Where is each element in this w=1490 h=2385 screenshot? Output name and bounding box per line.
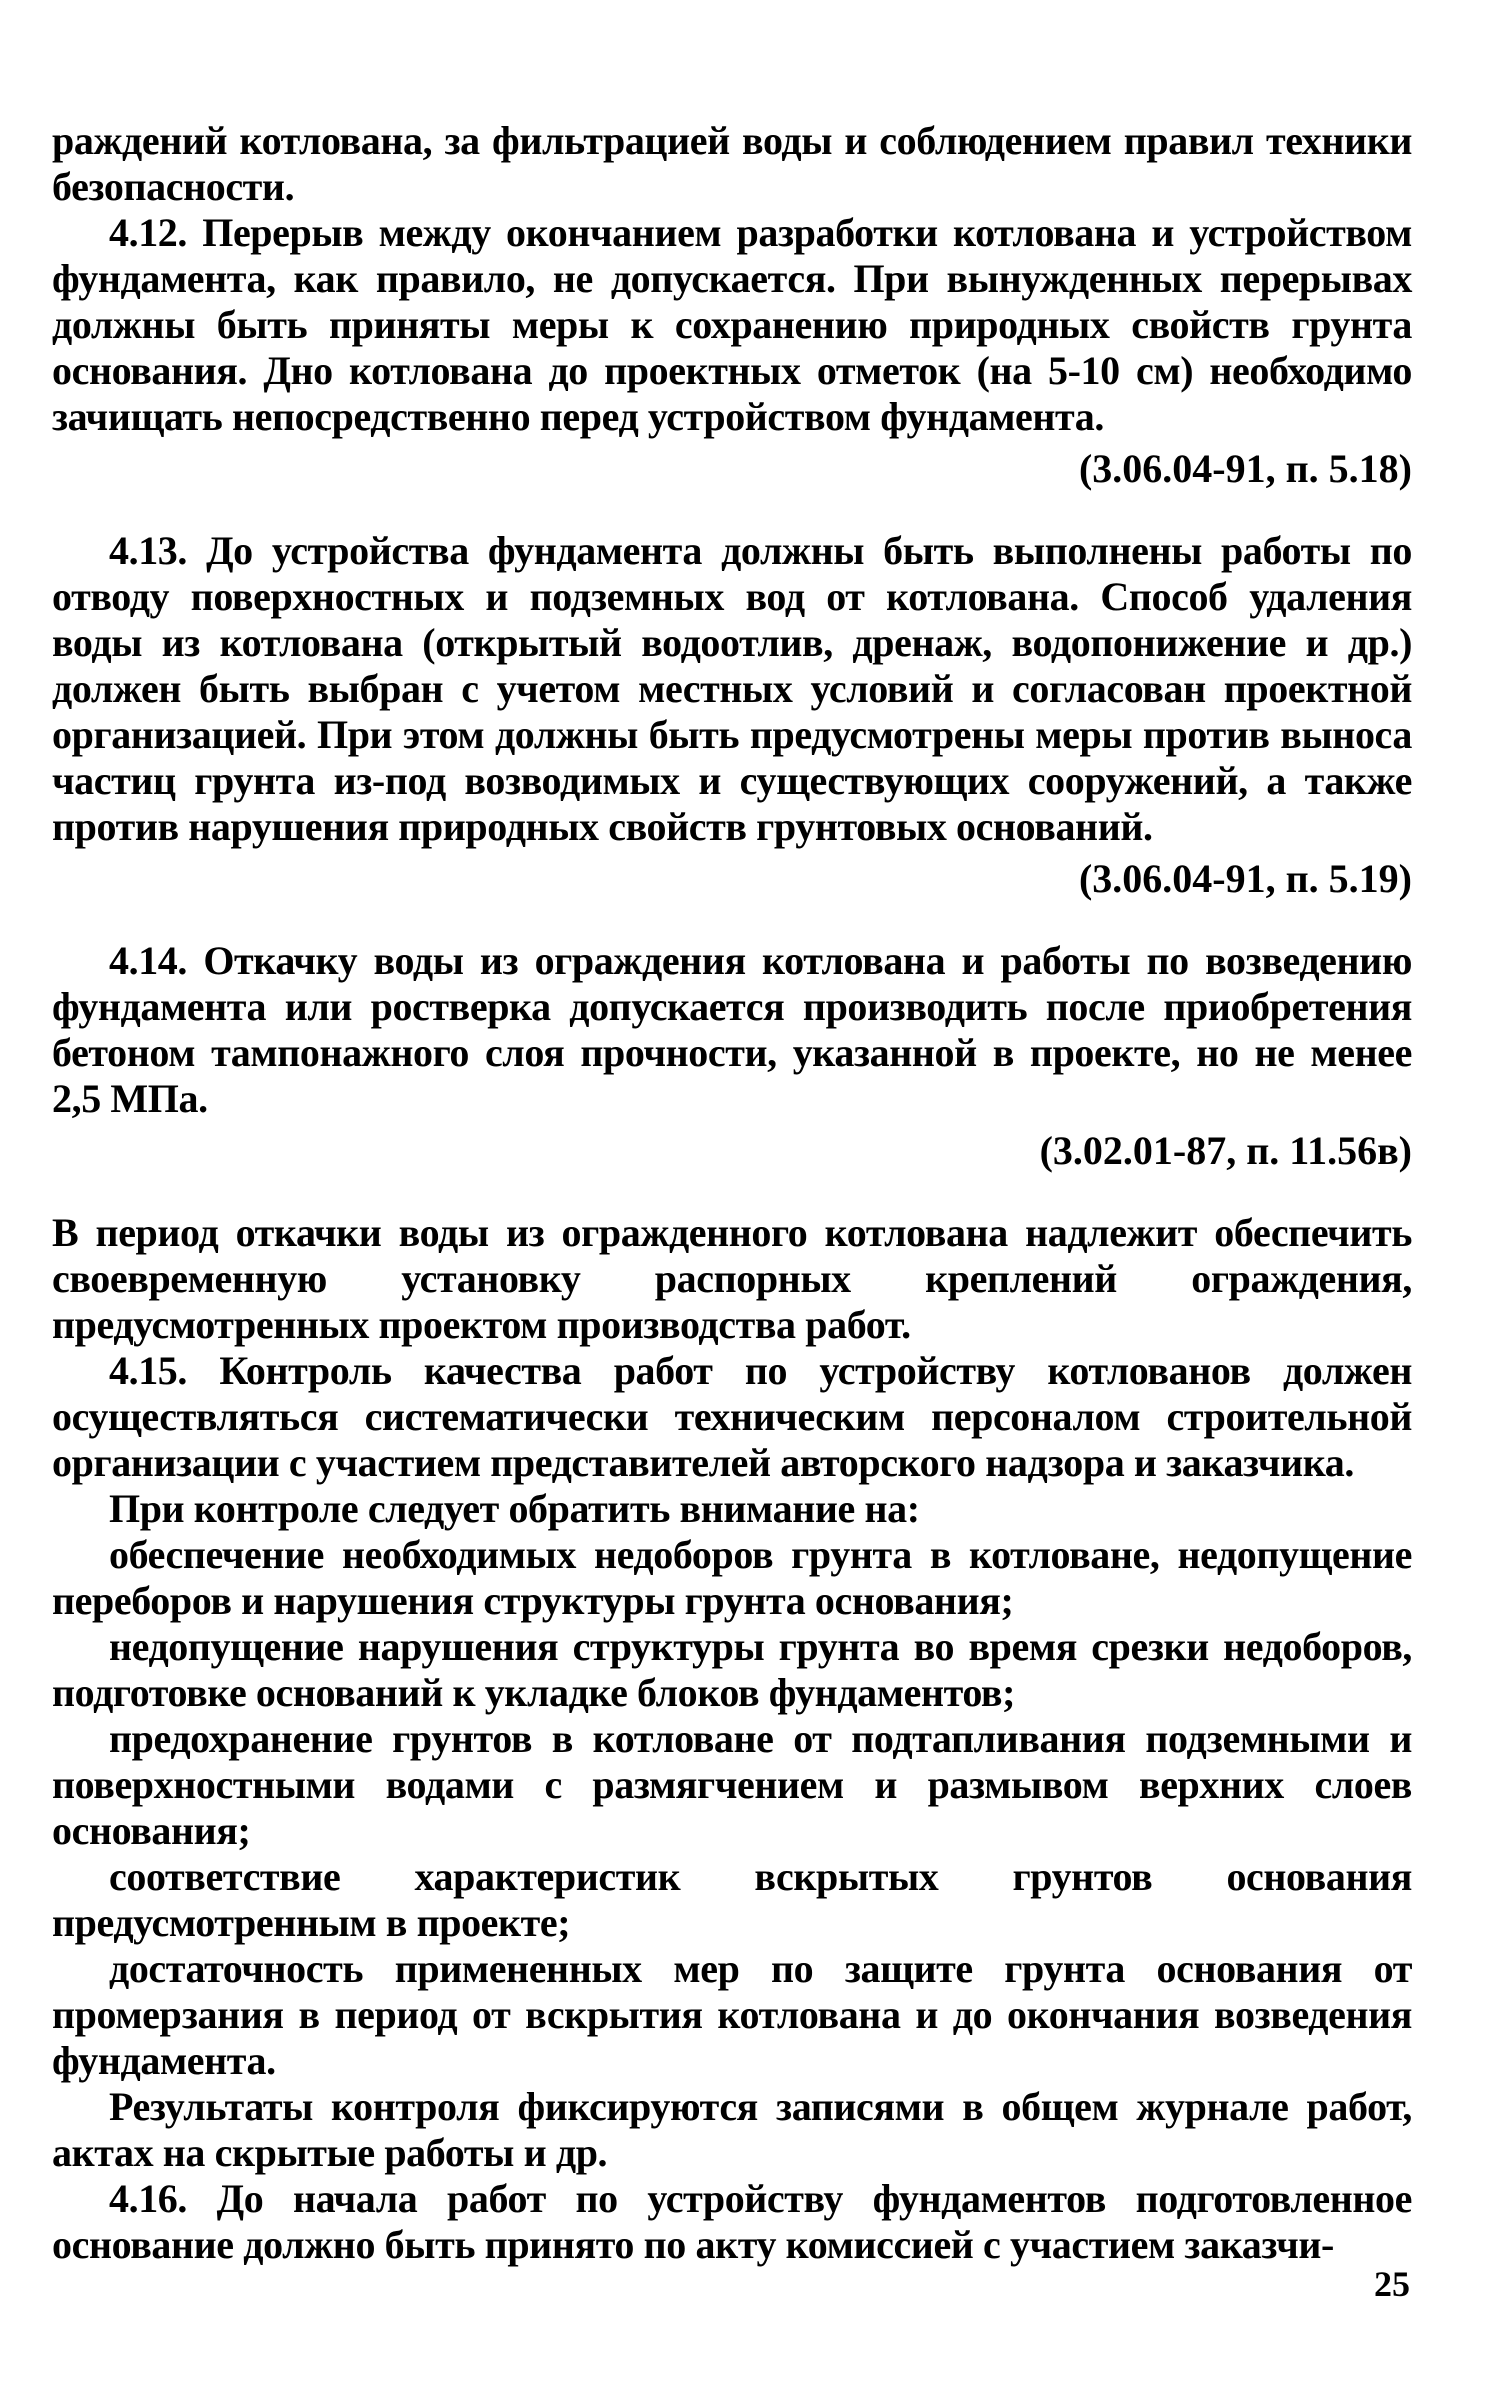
paragraph-4-14: 4.14. Откачку воды из ограждения котлована и работы по возведению фундамента или ростверка допускается производить после приобретения бетоном тампонажного слоя прочности, указанной в проекте, но не менее 2,5 МПа. [52, 938, 1412, 1121]
list-item: достаточность примененных мер по защите грунта основания от промерзания в период от вскрытия котлована и до окончания возведения фундамента. [52, 1946, 1412, 2083]
document-body [52, 118, 1412, 2268]
paragraph-continuation: раждений котлована, за фильтрацией воды и соблюдением правил техники безопасности. [52, 118, 1412, 209]
list-item: соответствие характеристик вскрытых грунтов основания предусмотренным в проекте; [52, 1854, 1412, 1945]
paragraph-control-intro: При контроле следует обратить внимание на: [109, 1486, 920, 1531]
paragraph-4-15: 4.15. Контроль качества работ по устройству котлованов должен осуществляться систематически техническим персоналом строительной организации с участием представителей авторского надзора и заказчика. [52, 1348, 1412, 1485]
paragraph-4-13: 4.13. До устройства фундамента должны быть выполнены работы по отводу поверхностных и подземных вод от котлована. Способ удаления воды из котлована (открытый водоотлив, дренаж, водопонижение и др.) должен быть выбран с учетом местных условий и согласован проектной организацией. При этом должны быть предусмотрены меры против выноса частиц грунта из-под возводимых и существующих сооружений, а также против нарушения природных свойств грунтовых оснований. [52, 528, 1412, 849]
reference-4-14: (3.02.01-87, п. 11.56в) [1039, 1128, 1412, 1173]
paragraph-pumping-note: В период откачки воды из огражденного котлована надлежит обеспечить своевременную установку распорных креплений ограждения, предусмотренных проектом производства работ. [52, 1210, 1412, 1347]
list-item: предохранение грунтов в котловане от подтапливания подземными и поверхностными водами с размягчением и размывом верхних слоев основания; [52, 1716, 1412, 1853]
paragraph-results: Результаты контроля фиксируются записями в общем журнале работ, актах на скрытые работы и др. [52, 2084, 1412, 2175]
paragraph-4-16: 4.16. До начала работ по устройству фундаментов подготовленное основание должно быть принято по акту комиссией с участием заказчи- [52, 2176, 1412, 2267]
list-item: недопущение нарушения структуры грунта во время срезки недоборов, подготовке оснований к укладке блоков фундаментов; [52, 1624, 1412, 1715]
list-item: обеспечение необходимых недоборов грунта в котловане, недопущение переборов и нарушения структуры грунта основания; [52, 1532, 1412, 1623]
reference-4-12: (3.06.04-91, п. 5.18) [1078, 446, 1412, 491]
reference-4-13: (3.06.04-91, п. 5.19) [1078, 856, 1412, 901]
page-number: 25 [1374, 2264, 1410, 2304]
paragraph-4-12: 4.12. Перерыв между окончанием разработки котлована и устройством фундамента, как правило, не допускается. При вынужденных перерывах должны быть приняты меры к сохранению природных свойств грунта основания. Дно котлована до проектных отметок (на 5-10 см) необходимо зачищать непосредственно перед устройством фундамента. [52, 210, 1412, 439]
